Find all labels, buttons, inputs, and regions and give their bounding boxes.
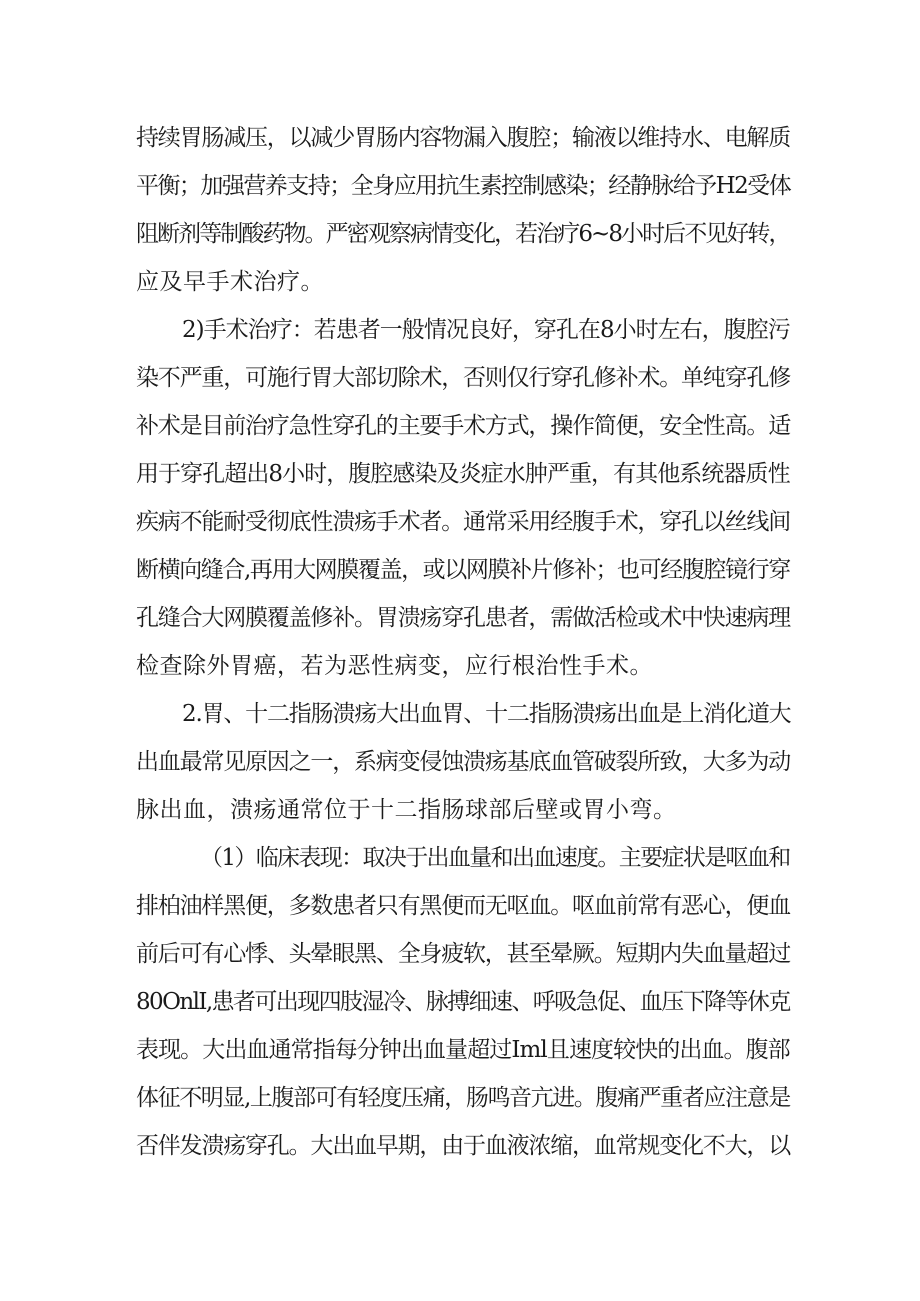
paragraph-3-line-2: 出血最常见原因之一，系病变侵蚀溃疡基底血管破裂所致，大多为动 — [136, 749, 791, 775]
paragraph-2-line-8: 检查除外胃癌，若为恶性病变，应行根治性手术。 — [136, 653, 653, 679]
paragraph-2-line-4: 用于穿孔超出8小时，腹腔感染及炎症水肿严重，有其他系统器质性 — [136, 461, 790, 487]
paragraph-4-line-5: 表现。大出血通常指每分钟出血量超过Iml且速度较快的出血。腹部 — [136, 1037, 790, 1063]
paragraph-2-line-1: 2)手术治疗：若患者一般情况良好，穿孔在8小时左右，腹腔污 — [182, 317, 790, 343]
paragraph-1-line-1: 持续胃肠减压，以减少胃肠内容物漏入腹腔；输液以维持水、电解质 — [136, 125, 791, 151]
paragraph-4-line-7: 否伴发溃疡穿孔。大出血早期，由于血液浓缩，血常规变化不大，以 — [136, 1133, 791, 1159]
paragraph-1-line-4: 应及早手术治疗。 — [136, 269, 324, 295]
paragraph-2-line-6: 断横向缝合,再用大网膜覆盖，或以网膜补片修补；也可经腹腔镜行穿 — [136, 557, 790, 583]
paragraph-3-line-1: 2.胃、十二指肠溃疡大出血胃、十二指肠溃疡出血是上消化道大 — [182, 701, 791, 727]
paragraph-3-line-3: 脉出血，溃疡通常位于十二指肠球部后壁或胃小弯。 — [136, 797, 677, 823]
paragraph-2-line-7: 孔缝合大网膜覆盖修补。胃溃疡穿孔患者，需做活检或术中快速病理 — [136, 605, 791, 631]
paragraph-1-line-3: 阻断剂等制酸药物。严密观察病情变化，若治疗6~8小时后不见好转， — [136, 221, 790, 247]
paragraph-1-line-2: 平衡；加强营养支持；全身应用抗生素控制感染；经静脉给予H2受体 — [136, 173, 791, 199]
paragraph-4-line-4: 80OnlI,患者可出现四肢湿冷、脉搏细速、呼吸急促、血压下降等休克 — [136, 989, 790, 1015]
paragraph-4-line-2: 排柏油样黑便，多数患者只有黑便而无呕血。呕血前常有恶心，便血 — [136, 893, 791, 919]
paragraph-4-line-3: 前后可有心悸、头晕眼黑、全身疲软，甚至晕厥。短期内失血量超过 — [136, 941, 791, 967]
paragraph-2-line-5: 疾病不能耐受彻底性溃疡手术者。通常采用经腹手术，穿孔以丝线间 — [136, 509, 791, 535]
paragraph-2-line-2: 染不严重，可施行胃大部切除术，否则仅行穿孔修补术。单纯穿孔修 — [136, 365, 791, 391]
paragraph-2-line-3: 补术是目前治疗急性穿孔的主要手术方式，操作简便，安全性高。适 — [136, 413, 791, 439]
paragraph-4-line-6: 体征不明显,上腹部可有轻度压痛，肠鸣音亢进。腹痛严重者应注意是 — [136, 1085, 790, 1111]
paragraph-4-line-1: （1）临床表现：取决于出血量和出血速度。主要症状是呕血和 — [200, 845, 790, 871]
